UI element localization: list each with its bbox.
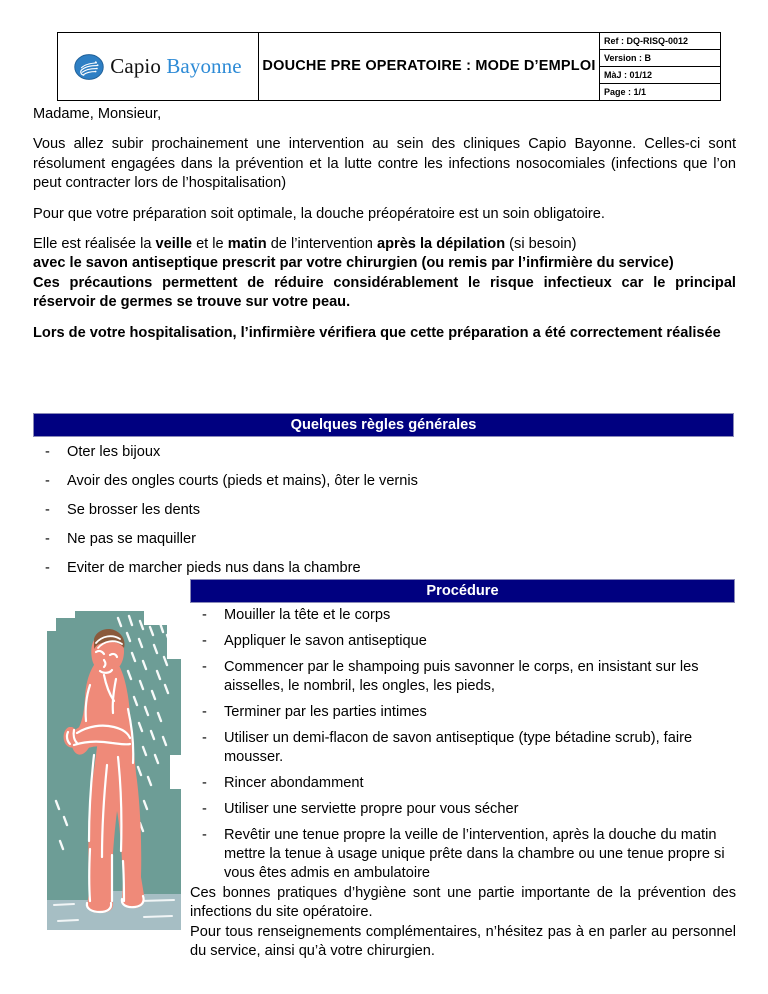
meta-ref: Ref : DQ-RISQ-0012 <box>600 33 720 50</box>
p3-bold-matin: matin <box>227 236 267 253</box>
intro-paragraph-5: Ces précautions permettent de réduire considérablement le risque infectieux car le principal réservoir de germes se trouve sur votre peau. <box>33 274 736 311</box>
salutation: Madame, Monsieur, <box>33 106 162 122</box>
person-taking-shower-illustration <box>44 605 184 942</box>
list-item: - Ne pas se maquiller <box>33 530 653 549</box>
list-item: - Rincer abondamment <box>190 774 736 793</box>
regles-generales-list <box>33 443 653 588</box>
list-item: - Se brosser les dents <box>33 501 653 520</box>
logo-word-bayonne: Bayonne <box>166 54 242 78</box>
header-logo-cell <box>58 33 259 101</box>
closing-paragraph-2: Pour tous renseignements complémentaires, n’hésitez pas à en parler au personnel du service, ainsi qu’à votre chirurgien. <box>190 923 736 960</box>
logo-word-capio: Capio <box>110 54 161 78</box>
document-title: DOUCHE PRE OPERATOIRE : MODE D’EMPLOI <box>259 33 600 101</box>
list-item: - Mouiller la tête et le corps <box>190 606 736 625</box>
list-item: - Terminer par les parties intimes <box>190 703 736 722</box>
section-banner-regles-generales: Quelques règles générales <box>33 413 734 437</box>
list-item: - Utiliser une serviette propre pour vous sécher <box>190 800 736 819</box>
logo-wordmark <box>110 54 241 79</box>
list-item: - Eviter de marcher pieds nus dans la chambre <box>33 559 653 578</box>
closing-paragraph-1: Ces bonnes pratiques d’hygiène sont une partie importante de la prévention des infections du site opératoire. <box>190 885 736 921</box>
intro-paragraph-1: Vous allez subir prochainement une intervention au sein des cliniques Capio Bayonne. Celles-ci sont résolument engagées dans la prévention et la lutte contre les infections nosocomiales (infections que l’on peut contracter lors de l’hospitalisation) <box>33 136 736 192</box>
intro-paragraph-6-bold: Lors de votre hospitalisation, l’infirmière vérifiera que cette préparation a été correctement réalisée <box>33 324 721 341</box>
list-item: - Oter les bijoux <box>33 443 653 462</box>
intro-paragraph-2: Pour que votre préparation soit optimale, la douche préopératoire est un soin obligatoire. <box>33 205 605 222</box>
header-meta-cell <box>600 33 721 101</box>
p3-bold-depilation: après la dépilation <box>376 236 506 253</box>
section-banner-procedure: Procédure <box>190 579 735 603</box>
hand-palm-oval-logo-icon <box>74 52 104 82</box>
p3-text-1: Elle est réalisée la <box>33 236 156 253</box>
document-meta-table <box>600 33 720 100</box>
list-item: - Appliquer le savon antiseptique <box>190 632 736 651</box>
list-item: - Utiliser un demi-flacon de savon antiseptique (type bétadine scrub), faire mousser. <box>190 729 736 767</box>
procedure-list <box>190 606 736 890</box>
p3-text-2: et le <box>192 236 228 253</box>
list-item: - Revêtir une tenue propre la veille de l’intervention, après la douche du matin mettre la tenue à usage unique prête dans la chambre ou une tenue propre si vous êtes admis en ambulatoire <box>190 826 736 883</box>
capio-bayonne-logo <box>58 39 258 95</box>
p3-bold-veille: veille <box>155 236 193 253</box>
p3-text-3: de l’intervention <box>266 236 377 253</box>
intro-text-block <box>33 105 736 354</box>
meta-page: Page : 1/1 <box>604 87 647 98</box>
meta-version: Version : B <box>600 50 720 67</box>
document-header-table <box>57 32 721 101</box>
intro-paragraph-6 <box>33 324 736 343</box>
list-item: - Avoir des ongles courts (pieds et mains), ôter le vernis <box>33 472 653 491</box>
intro-paragraph-3 <box>33 235 736 313</box>
intro-paragraph-4: avec le savon antiseptique prescrit par votre chirurgien (ou remis par l’infirmière du service) <box>33 255 674 272</box>
meta-maj: MàJ : 01/12 <box>600 67 720 84</box>
list-item: - Commencer par le shampoing puis savonner le corps, en insistant sur les aisselles, le nombril, les ongles, les pieds, <box>190 658 736 696</box>
closing-text-block <box>190 884 736 962</box>
p3-text-4: (si besoin) <box>505 236 577 253</box>
